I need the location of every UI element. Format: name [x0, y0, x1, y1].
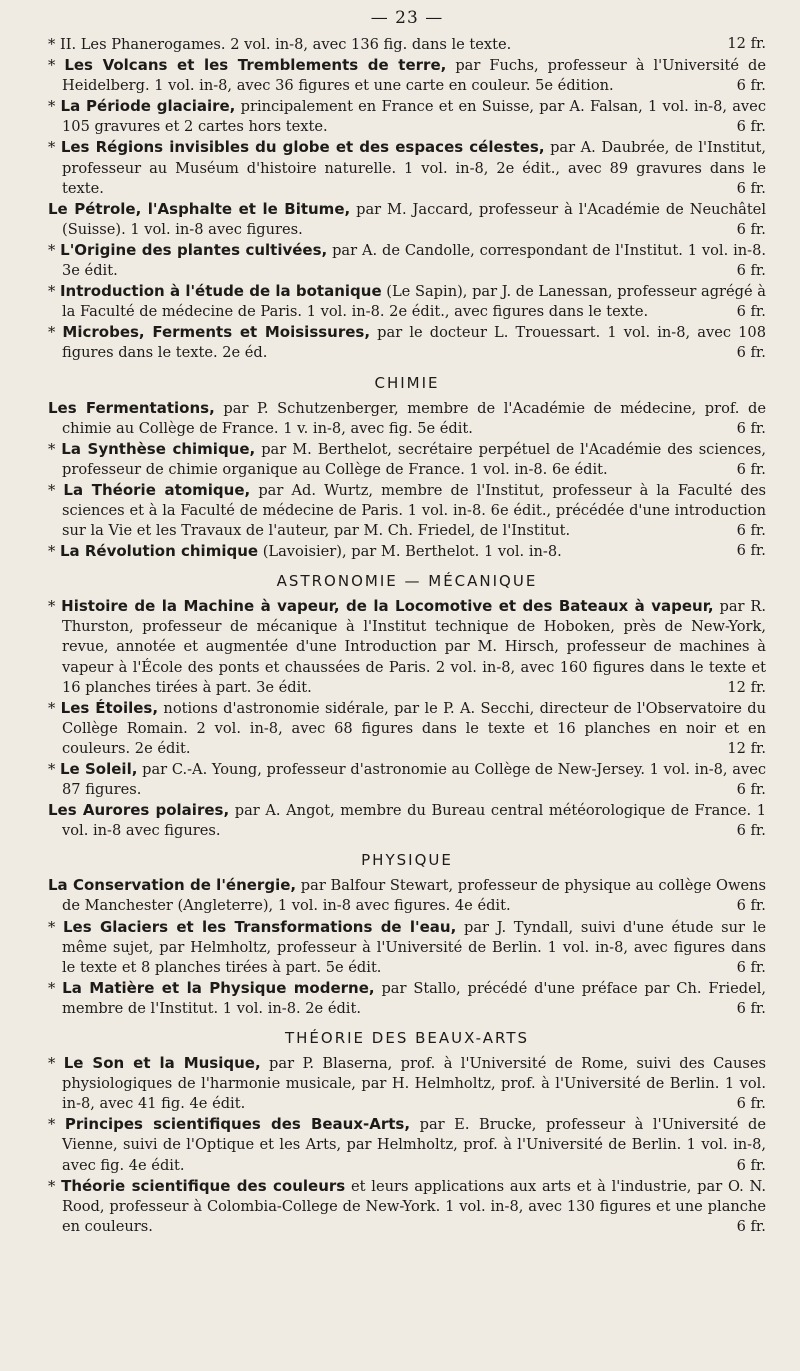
entry-text: principalement en France et en Suisse, par A. Falsan, 1 vol. in-8, avec 105 gravures et 2 cartes hors texte.: [62, 98, 766, 136]
catalog-entry: [48, 281, 766, 322]
entry-price: 6 fr.: [736, 522, 766, 540]
entry-title: La Matière et la Physique moderne,: [62, 978, 375, 997]
entry-title: Principes scientifiques des Beaux-Arts,: [64, 1115, 411, 1134]
catalog-entry: [48, 96, 766, 137]
entry-title: Le Soleil,: [60, 760, 138, 778]
catalog-entry: [48, 541, 766, 562]
entry-text: par M. Berthelot, secrétaire perpétuel de l'Académie des sciences, professeur de chimie organique au Collège de France. 1 vol. in-8. 6e édit.: [62, 440, 767, 478]
entry-title: Introduction à l'étude de la botanique: [59, 282, 382, 301]
entry-text: par E. Brucke, professeur à l'Université de Vienne, suivi de l'Optique et les Arts, par Helmholtz, prof. à l'Université de Berlin. 1 vol. in-8, avec fig. 4e édit.: [62, 1116, 766, 1174]
entry-price: 6 fr.: [736, 419, 766, 437]
entry-price: 6 fr.: [736, 118, 766, 136]
entry-text: (Le Sapin), par J. de Lanessan, professeur agrégé à la Faculté de médecine de Paris. 1 vol. in-8. 2e édit., avec figures dans le texte.: [62, 283, 767, 321]
catalog-entry: [48, 480, 766, 541]
entry-price: 6 fr.: [736, 179, 766, 197]
entry-title: Les Volcans et les Tremblements de terre,: [64, 56, 447, 75]
catalog-entry: [48, 698, 766, 759]
entry-text: et leurs applications aux arts et à l'industrie, par O. N. Rood, professeur à Colombia-College de New-York. 1 vol. in-8, avec 130 figures et une planche en couleurs.: [62, 1177, 766, 1235]
entry-text: par Balfour Stewart, professeur de physique au collège Owens de Manchester (Angleterre), 1 vol. in-8 avec figures. 4e édit.: [62, 877, 767, 915]
entry-price: 6 fr.: [736, 220, 766, 238]
entry-star: *: [48, 57, 65, 75]
entry-title: La Révolution chimique: [59, 542, 259, 561]
catalog-entry: [48, 439, 766, 480]
section-title: PHYSIQUE: [361, 851, 453, 870]
entry-text: par A. de Candolle, correspondant de l'Institut. 1 vol. in-8. 3e édit.: [62, 241, 766, 280]
catalog-entry: [48, 1053, 766, 1114]
entry-star: *: [48, 699, 61, 717]
catalog-entry: [48, 800, 766, 841]
entry-price: 6 fr.: [736, 999, 766, 1017]
entry-title: La Théorie atomique,: [63, 480, 251, 499]
entry-price: 6 fr.: [736, 822, 766, 840]
entry-price: 6 fr.: [736, 542, 766, 560]
entry-title: Les Régions invisibles du globe et des espaces célestes,: [60, 138, 545, 157]
entry-text: par P. Schutzenberger, membre de l'Académie de médecine, prof. de chimie au Collège de France. 1 v. in-8, avec fig. 5e édit.: [62, 399, 767, 437]
entry-star: *: [48, 918, 63, 936]
catalog-entry: [48, 875, 766, 916]
entry-price: 6 fr.: [736, 303, 766, 321]
page-number: — 23 —: [370, 8, 444, 28]
entry-star: *: [48, 283, 60, 301]
entry-title: La Synthèse chimique,: [61, 439, 256, 458]
entry-title: Les Fermentations,: [48, 398, 215, 417]
entry-text: par le docteur L. Trouessart. 1 vol. in-8, avec 108 figures dans le texte. 2e éd.: [62, 324, 766, 362]
entry-price: 6 fr.: [736, 781, 766, 799]
catalog-entry: [48, 1176, 766, 1237]
entry-text: II. Les Phanerogames. 2 vol. in-8, avec 136 fig. dans le texte.: [59, 36, 512, 53]
entry-title: Histoire de la Machine à vapeur, de la Locomotive et des Bateaux à vapeur,: [61, 597, 714, 616]
entry-text: (Lavoisier), par M. Berthelot. 1 vol. in-8.: [258, 543, 562, 561]
entry-title: Les Glaciers et les Transformations de l'eau,: [63, 917, 457, 936]
catalog-sections: [48, 374, 766, 1237]
entry-price: 12 fr.: [727, 678, 766, 696]
catalog-entry: [48, 398, 766, 439]
catalog-entry: [48, 34, 766, 55]
entry-star: *: [48, 481, 64, 499]
entry-text: par M. Jaccard, professeur à l'Académie de Neuchâtel (Suisse). 1 vol. in-8 avec figures.: [62, 200, 766, 238]
entry-star: *: [48, 440, 62, 458]
catalog-entry: [48, 978, 766, 1019]
entry-star: *: [48, 324, 63, 342]
entry-text: par A. Angot, membre du Bureau central météorologique de France. 1 vol. in-8 avec figures.: [62, 802, 766, 840]
entry-price: 6 fr.: [736, 262, 766, 280]
entry-price: 6 fr.: [736, 1217, 766, 1235]
entry-price: 12 fr.: [727, 35, 766, 52]
entry-star: *: [48, 543, 60, 561]
entry-text: par A. Daubrée, de l'Institut, professeur au Muséum d'histoire naturelle. 1 vol. in-8, 2e édit., avec 89 gravures dans le texte.: [62, 139, 767, 197]
entry-price: 6 fr.: [736, 1156, 766, 1174]
catalog-entry: [48, 240, 766, 281]
entry-star: *: [48, 979, 63, 997]
entry-text: par P. Blaserna, prof. à l'Université de Rome, suivi des Causes physiologiques de l'harmonie musicale, par H. Helmholtz, prof. à l'Université de Berlin. 1 vol. in-8, avec 41 fig. 4e édit.: [62, 1055, 766, 1113]
entry-title: Théorie scientifique des couleurs: [61, 1176, 346, 1195]
entry-text: par Fuchs, professeur à l'Université de Heidelberg. 1 vol. in-8, avec 36 figures et une carte en couleur. 5e édition.: [62, 57, 767, 95]
entry-star: *: [48, 1055, 64, 1073]
catalog-entry: [48, 322, 766, 363]
catalog-entry: [48, 1114, 766, 1175]
entry-title: Les Aurores polaires,: [48, 801, 230, 820]
entry-title: Le Pétrole, l'Asphalte et le Bitume,: [48, 199, 351, 218]
intro-entries: [48, 34, 766, 364]
catalog-entry: [48, 137, 766, 198]
entry-price: 6 fr.: [736, 958, 766, 976]
entry-text: par R. Thurston, professeur de mécanique à l'Institut technique de Hoboken, près de New-York, revue, annotée et augmentée d'une Introduction par M. Hirsch, professeur de machines à vapeur à l'École des ponts et chaussées de Paris. 2 vol. in-8, avec 160 figures dans le texte et 16 planches tirées à part. 3e édit.: [62, 598, 767, 696]
entry-text: par J. Tyndall, suivi d'une étude sur le même sujet, par Helmholtz, professeur à l'Université de Berlin. 1 vol. in-8, avec figures dans le texte et 8 planches tirées à part. 5e édit.: [62, 918, 767, 976]
entry-text: par Stallo, précédé d'une préface par Ch. Friedel, membre de l'Institut. 1 vol. in-8. 2e édit.: [62, 979, 767, 1017]
entry-price: 6 fr.: [736, 897, 766, 915]
entry-title: La Conservation de l'énergie,: [48, 876, 297, 895]
catalog-entry: [48, 199, 766, 240]
catalog-entry: [48, 596, 766, 697]
entry-title: L'Origine des plantes cultivées,: [60, 240, 328, 259]
catalog-entry: [48, 759, 766, 800]
entry-star: *: [48, 139, 61, 157]
entry-star: *: [48, 598, 62, 616]
entry-star: *: [48, 1116, 65, 1134]
entry-price: 12 fr.: [727, 739, 766, 757]
entry-star: *: [48, 36, 60, 53]
section-title: CHIMIE: [374, 373, 440, 392]
entry-title: Les Étoiles,: [60, 698, 159, 717]
entry-star: *: [48, 761, 60, 778]
catalog-entry: [48, 55, 766, 96]
entry-price: 6 fr.: [736, 344, 766, 362]
entry-star: *: [48, 98, 61, 116]
entry-title: La Période glaciaire,: [60, 97, 236, 116]
entry-price: 6 fr.: [736, 77, 766, 95]
entry-text: par C.-A. Young, professeur d'astronomie au Collège de New-Jersey. 1 vol. in-8, avec 87 figures.: [62, 761, 767, 799]
section-title: THÉORIE DES BEAUX-ARTS: [284, 1029, 530, 1048]
entry-price: 6 fr.: [736, 1095, 766, 1113]
section-title: ASTRONOMIE — MÉCANIQUE: [276, 572, 538, 591]
catalog-entry: [48, 917, 766, 978]
entry-title: Microbes, Ferments et Moisissures,: [62, 323, 371, 342]
entry-price: 6 fr.: [736, 460, 766, 478]
entry-star: *: [48, 241, 61, 259]
entry-star: *: [48, 1177, 62, 1195]
entry-text: notions d'astronomie sidérale, par le P. A. Secchi, directeur de l'Observatoire du Collège Romain. 2 vol. in-8, avec 68 figures dans le texte et 16 planches en noir et en couleurs. 2e édit.: [62, 699, 767, 757]
entry-text: par Ad. Wurtz, membre de l'Institut, professeur à la Faculté des sciences et à la Faculté de médecine de Paris. 1 vol. in-8. 6e édit., précédée d'une introduction sur la Vie et les Travaux de l'auteur, par M. Ch. Friedel, de l'Institut.: [62, 481, 766, 540]
entry-title: Le Son et la Musique,: [63, 1054, 261, 1073]
